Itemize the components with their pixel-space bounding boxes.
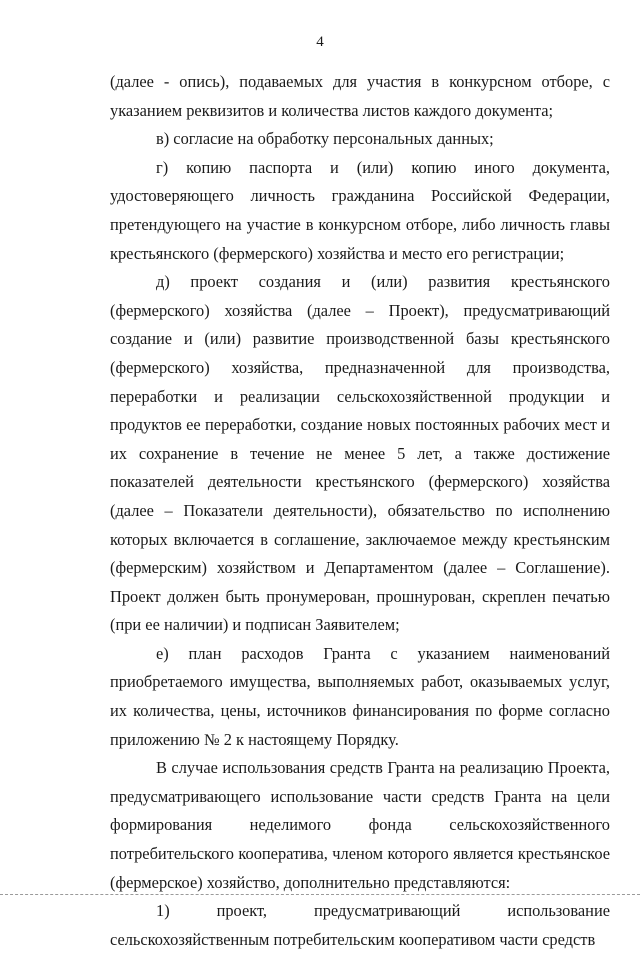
paragraph-item-g-passport: г) копию паспорта и (или) копию иного документа, удостоверяющего личность гражданина Российской Федерации, претендующего на участие в конкурсном отборе, либо личность главы крестьянского (фермерского) хозяйства и место его регистрации; [110,157,610,263]
document-body [110,68,610,954]
page-bottom-edge [0,894,640,895]
paragraph-item-v-consent: в) согласие на обработку персональных данных; [156,129,494,149]
paragraph-inventory-continuation: (далее - опись), подаваемых для участия в конкурсном отборе, с указанием реквизитов и количества листов каждого документа; [110,72,610,120]
paragraph-cooperative-case: В случае использования средств Гранта на реализацию Проекта, предусматривающего использование части средств Гранта на цели формирования неделимого фонда сельскохозяйственного потребительского кооператива, членом которого является крестьянское (фермерское) хозяйство, дополнительно представляются: [110,758,610,892]
paragraph-item-d-project: д) проект создания и (или) развития крестьянского (фермерского) хозяйства (далее – Проект), предусматривающий создание и (или) развитие производственной базы крестьянского (фермерского) хозяйства, предназначенной для производства, переработки и реализации сельскохозяйственной продукции и продуктов ее переработки, создание новых постоянных рабочих мест и их сохранение в течение не менее 5 лет, а также достижение показателей деятельности крестьянского (фермерского) хозяйства (далее – Показатели деятельности), обязательство по исполнению которых включается в соглашение, заключаемое между крестьянским (фермерским) хозяйством и Департаментом (далее – Соглашение). Проект должен быть пронумерован, прошнурован, скреплен печатью (при ее наличии) и подписан Заявителем; [110,272,610,635]
page-number: 4 [316,34,324,50]
paragraph-item-1-cooperative-project: 1) проект, предусматривающий использование сельскохозяйственным потребительским кооперативом части средств [110,901,610,949]
paragraph-item-e-expense-plan: е) план расходов Гранта с указанием наименований приобретаемого имущества, выполняемых работ, оказываемых услуг, их количества, цены, источников финансирования по форме согласно приложению № 2 к настоящему Порядку. [110,643,610,749]
